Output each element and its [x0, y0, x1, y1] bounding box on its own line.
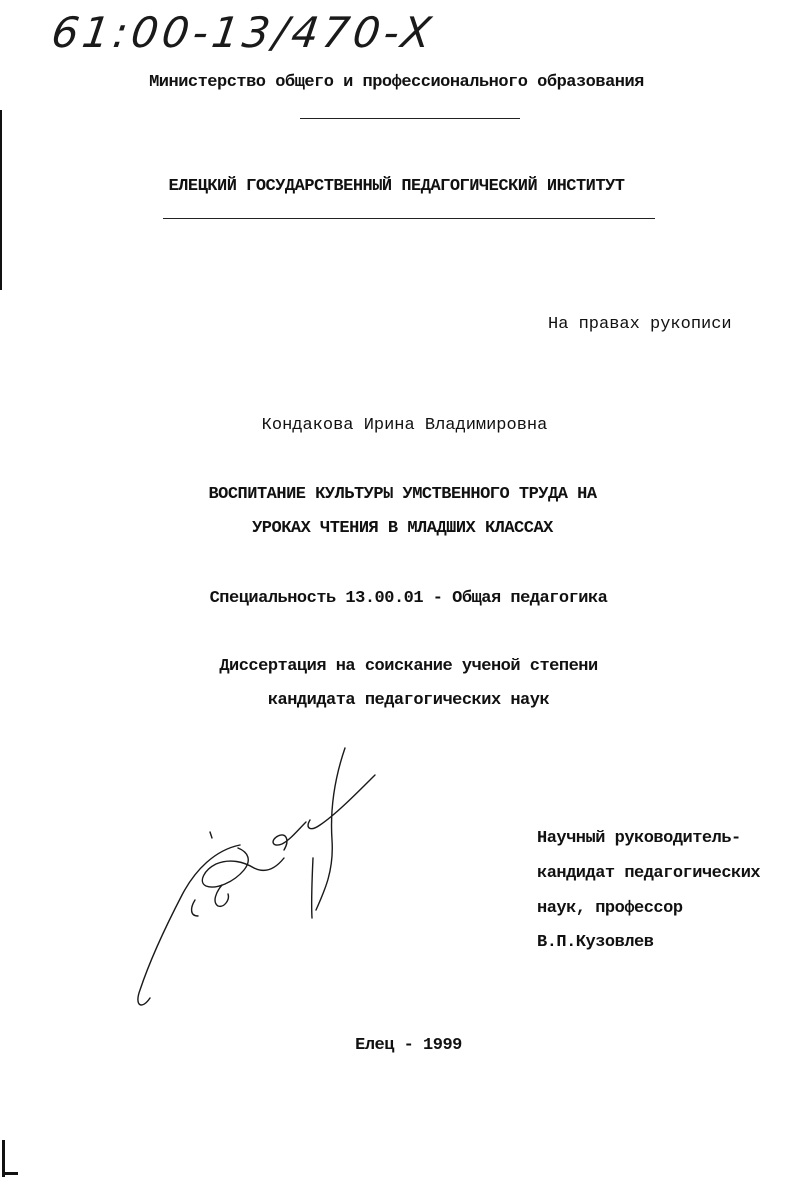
supervisor-line-2: кандидат педагогических [537, 864, 761, 883]
supervisor-line-3: наук, профессор [537, 899, 683, 918]
archive-number: 61:00-13/470-X [48, 8, 438, 57]
scan-edge-left [0, 110, 2, 290]
scan-corner-mark-foot [2, 1172, 18, 1175]
institute-name: ЕЛЕЦКИЙ ГОСУДАРСТВЕННЫЙ ПЕДАГОГИЧЕСКИЙ ИНСТИТУТ [168, 177, 625, 196]
supervisor-name: В.П.Кузовлев [537, 933, 654, 952]
ministry-name: Министерство общего и профессионального образования [149, 73, 644, 92]
divider-ministry [300, 118, 520, 119]
author-name: Кондакова Ирина Владимировна [261, 416, 548, 435]
dissertation-title-line-1: ВОСПИТАНИЕ КУЛЬТУРЫ УМСТВЕННОГО ТРУДА НА [208, 485, 597, 504]
degree-line-2: кандидата педагогических наук [267, 691, 550, 710]
signature-image [120, 740, 390, 1020]
city-year: Елец - 1999 [355, 1036, 462, 1055]
degree-line-1: Диссертация на соискание ученой степени [219, 657, 598, 676]
divider-institute [163, 218, 655, 219]
supervisor-line-1: Научный руководитель- [537, 829, 741, 848]
dissertation-title-line-2: УРОКАХ ЧТЕНИЯ В МЛАДШИХ КЛАССАХ [252, 519, 553, 538]
specialty: Специальность 13.00.01 - Общая педагогика [209, 589, 608, 608]
rights-note: На правах рукописи [548, 315, 732, 334]
